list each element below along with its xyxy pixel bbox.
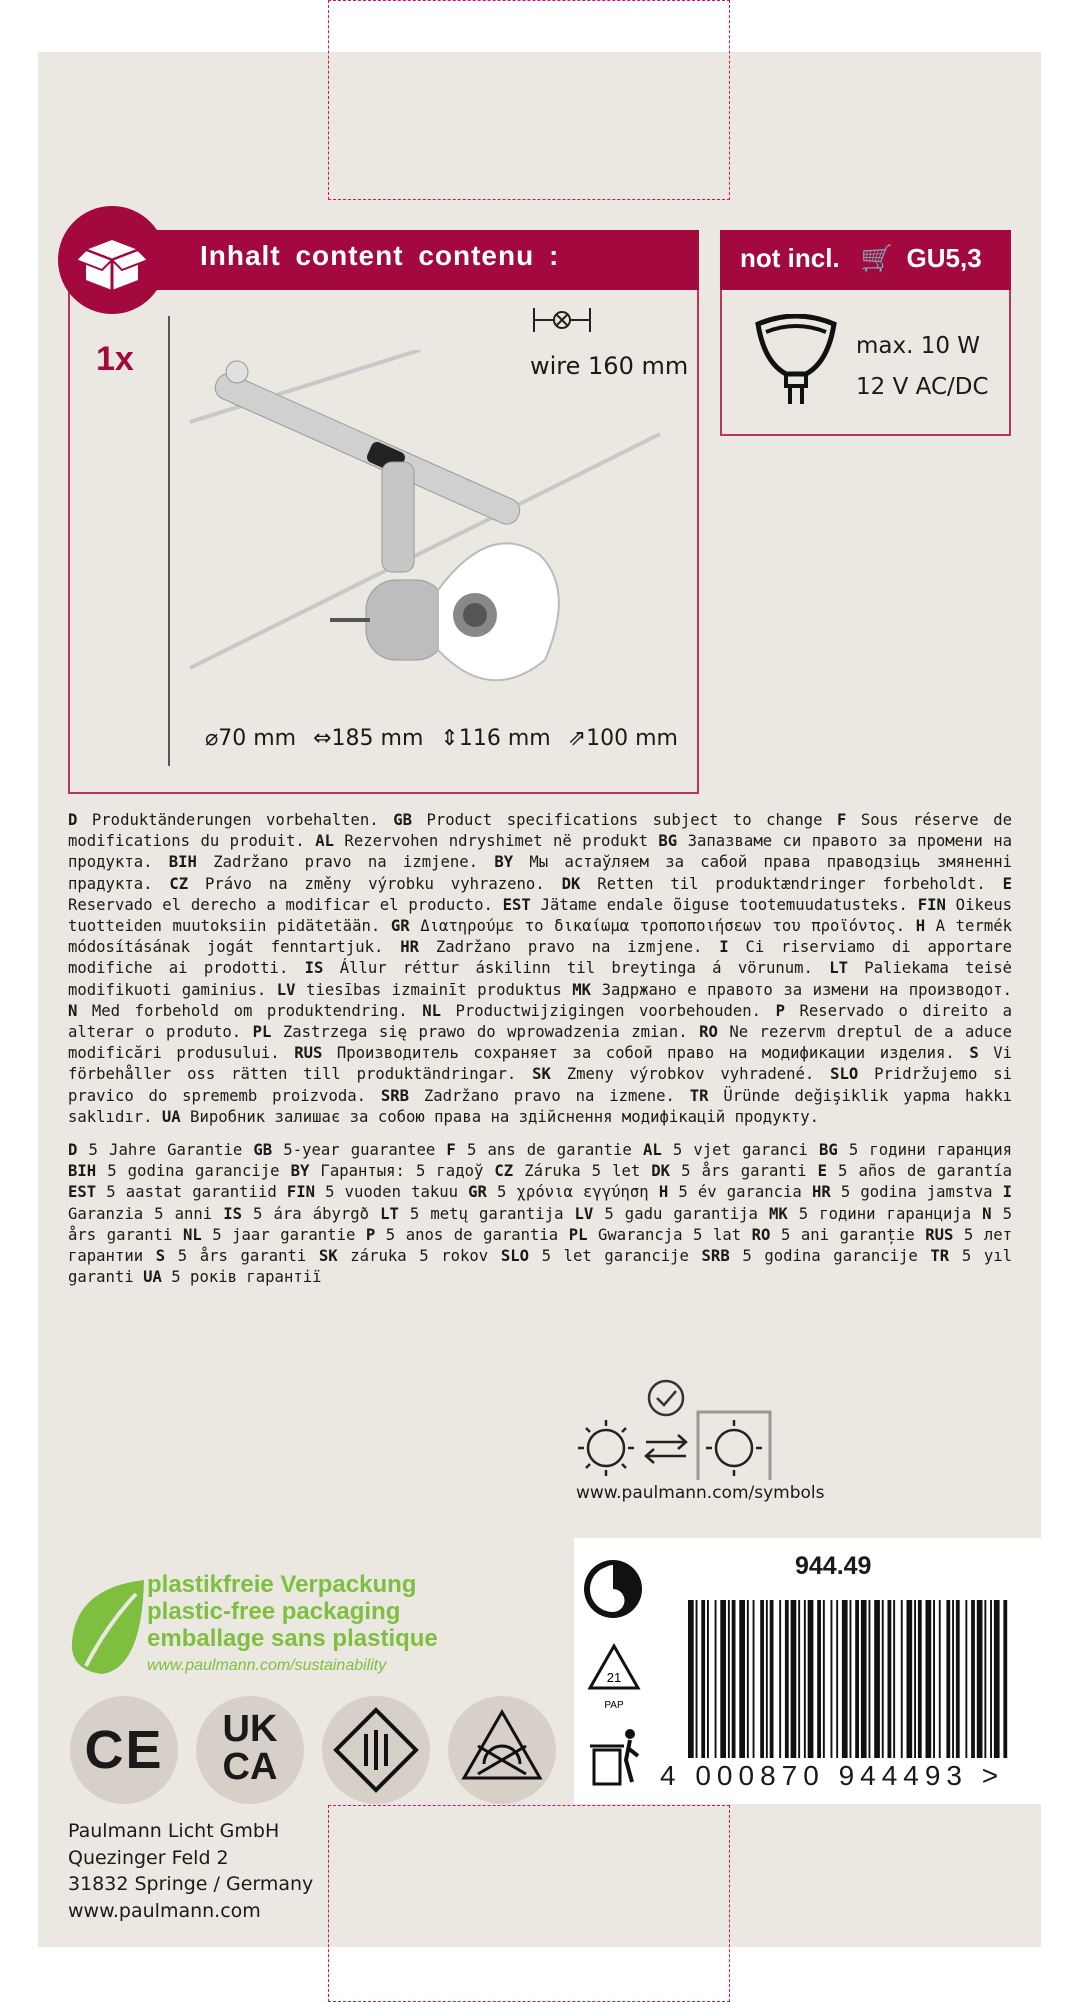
language-code: SLO: [830, 1065, 859, 1084]
language-text: Производитель сохраняет за собой право на модификации изделия.: [322, 1044, 970, 1063]
language-text: Garanzia 5 anni: [68, 1204, 224, 1223]
barcode-bar: [732, 1600, 736, 1758]
language-code: HR: [400, 938, 420, 957]
language-text: 5 лет гарантии: [68, 1225, 1012, 1266]
language-text: 5 ára ábyrgð: [242, 1204, 381, 1223]
barcode-bar: [861, 1600, 867, 1758]
language-text: Reservado el derecho a modificar el producto.: [68, 895, 503, 914]
barcode-bar: [766, 1600, 768, 1758]
language-text: Záruka 5 let: [513, 1162, 652, 1181]
language-code: SK: [532, 1065, 551, 1084]
wire-length-label: wire 160 mm: [530, 352, 689, 380]
language-text: Oikeus tuotteiden muutoksiin pidätetään.: [68, 895, 1013, 936]
language-text: Jätame endale õiguse tootemuudatusteks.: [530, 895, 918, 914]
lamp-voltage: 12 V AC/DC: [856, 374, 989, 400]
language-code: PL: [252, 1023, 272, 1042]
barcode-bar: [831, 1600, 833, 1758]
language-text: Ne rezervm dreptul de a aduce modificări produsului.: [68, 1023, 1012, 1063]
language-text: 5 godina garancije: [729, 1247, 931, 1266]
language-text: 5 ans de garantie: [455, 1141, 643, 1159]
language-code: D: [68, 1141, 78, 1159]
language-code: RO: [699, 1023, 718, 1042]
language-text: 5 anos de garantia: [375, 1225, 569, 1244]
dimensions-row: [205, 726, 678, 751]
language-code: FIN: [286, 1183, 316, 1202]
barcode-bar: [850, 1600, 852, 1758]
ukca-mark-icon: [196, 1696, 304, 1804]
barcode-bar: [720, 1600, 726, 1758]
barcode-bar: [808, 1600, 814, 1758]
language-code: DK: [561, 874, 581, 893]
language-code: P: [775, 1001, 785, 1020]
language-code: SLO: [500, 1247, 529, 1266]
language-code: GB: [253, 1141, 273, 1159]
barcode-bar: [926, 1600, 932, 1758]
barcode-digits: 4 000870 944493 >: [660, 1760, 1005, 1791]
language-code: CZ: [169, 874, 189, 893]
language-code: MK: [572, 980, 592, 999]
language-code: P: [365, 1225, 376, 1244]
language-text: 5 év garancia: [668, 1183, 812, 1202]
language-text: Zadržano pravo na izmene.: [409, 1086, 690, 1105]
language-code: EST: [68, 1183, 97, 1202]
language-text: Zastrzega się prawo do wprowadzenia zmian.: [271, 1023, 700, 1042]
language-text: záruka 5 rokov: [337, 1247, 501, 1266]
language-text: Gwarancja 5 lat: [587, 1225, 752, 1244]
language-text: 5 vuoden takuu: [315, 1183, 469, 1202]
language-text: 5 godina garancije: [96, 1162, 291, 1181]
language-code: EST: [502, 895, 531, 914]
leaf-icon: [66, 1578, 148, 1678]
language-text: 5 Jahre Garantie: [77, 1141, 254, 1159]
barcode-bar: [907, 1600, 913, 1758]
company-website: www.paulmann.com: [68, 1899, 261, 1922]
barcode-bar: [760, 1600, 764, 1758]
language-code: H: [658, 1183, 669, 1202]
barcode-bar: [791, 1600, 797, 1758]
language-text: 5 ani garanție: [770, 1225, 926, 1244]
product-image: [190, 350, 670, 710]
barcode-bar: [1003, 1600, 1007, 1758]
language-code: LT: [829, 959, 848, 978]
language-text: Paliekama teisė modifikuoti gaminius.: [68, 959, 1013, 999]
language-text: Vi förbehåller oss rätten till produktändringar.: [68, 1044, 1012, 1084]
language-code: BG: [818, 1141, 838, 1159]
recycle-icon: [582, 1640, 646, 1716]
language-code: SRB: [701, 1247, 730, 1266]
barcode-bar: [893, 1600, 895, 1758]
language-text: Zadržano pravo na izmjene.: [419, 938, 720, 957]
language-code: S: [969, 1044, 979, 1063]
recycle-code: 21: [606, 1670, 622, 1685]
language-code: DK: [651, 1162, 671, 1181]
product-change-notice: [68, 810, 1012, 1128]
language-text: Ci riserviamo di apportare modifiche ai prodotti.: [68, 938, 1013, 978]
company-street: Quezinger Feld 2: [68, 1846, 229, 1869]
language-code: SK: [318, 1247, 338, 1266]
language-text: Produktänderungen vorbehalten.: [77, 811, 394, 829]
language-code: GR: [468, 1183, 487, 1202]
language-text: Productwijzigingen voorbehouden.: [441, 1001, 776, 1020]
wire-length-icon: [530, 302, 594, 338]
class-iii-icon: [322, 1696, 430, 1804]
language-text: 5 godina jamstva: [830, 1183, 1003, 1202]
language-text: Med forbehold om produktendring.: [77, 1001, 423, 1020]
barcode-bar: [956, 1600, 960, 1758]
barcode-bar: [855, 1600, 859, 1758]
language-text: 5 години гаранција: [787, 1204, 983, 1223]
language-code: I: [719, 938, 729, 957]
language-text: Állur réttur áskilinn til breytinga á vörunum.: [323, 959, 830, 978]
sustainability-text: [147, 1571, 438, 1679]
barcode-bar: [728, 1600, 730, 1758]
language-text: Üründe değişiklik yapma hakkı saklıdır.: [68, 1086, 1012, 1126]
no-sensor-icon: [448, 1696, 556, 1804]
lamp-spec: [856, 326, 989, 408]
language-code: LT: [380, 1204, 399, 1223]
barcode-bar: [901, 1600, 903, 1758]
top-flap-dieline: [328, 0, 730, 200]
height-arrow-icon: ⇕: [440, 726, 459, 751]
language-code: LV: [276, 980, 296, 999]
language-text: Sous réserve de modifications du produit.: [68, 811, 1012, 851]
language-code: UA: [161, 1107, 181, 1126]
barcode-bar: [933, 1600, 935, 1758]
language-text: Мы астаўляем за сабой права праводзіць змяненні прадукта.: [68, 853, 1012, 893]
barcode-bar: [914, 1600, 916, 1758]
language-code: NL: [182, 1225, 202, 1244]
language-text: 5-year guarantee: [272, 1141, 447, 1159]
language-code: GB: [393, 811, 412, 829]
barcode-bar: [965, 1600, 967, 1758]
language-text: 5 años de garantía: [826, 1162, 1012, 1181]
barcode-bar: [688, 1600, 694, 1758]
barcode-bar: [739, 1600, 745, 1758]
quantity-label: 1x: [96, 340, 134, 378]
language-text: 5 metų garantija: [398, 1204, 575, 1223]
barcode-bar: [696, 1600, 698, 1758]
dimension-height: 116 mm: [458, 726, 551, 751]
language-code: F: [837, 811, 847, 829]
language-text: Právo na změny výrobku vyhrazeno.: [188, 874, 562, 893]
language-text: Гарантыя: 5 гадоў: [309, 1162, 495, 1181]
ukca-mark-text: UK CA: [222, 1708, 278, 1788]
language-code: SRB: [380, 1086, 410, 1105]
cart-icon: 🛒: [860, 243, 894, 273]
barcode-bar: [842, 1600, 848, 1758]
sustainability-url: www.paulmann.com/sustainability: [147, 1657, 387, 1674]
barcode-bar: [770, 1600, 774, 1758]
language-code: MK: [768, 1204, 788, 1223]
language-code: AL: [315, 832, 334, 851]
language-code: LV: [574, 1204, 594, 1223]
barcode-bar: [701, 1600, 705, 1758]
language-text: Διατηρούμε το δικαίωμα τροποποιήσεων του προϊόντος.: [409, 917, 916, 936]
language-code: BG: [658, 832, 678, 851]
language-code: RUS: [925, 1225, 954, 1244]
barcode-bar: [994, 1600, 1000, 1758]
language-code: BY: [494, 853, 514, 872]
language-code: E: [1002, 874, 1013, 893]
language-code: AL: [642, 1141, 662, 1159]
barcode-bar: [882, 1600, 884, 1758]
language-code: N: [68, 1001, 78, 1020]
barcode-bar: [779, 1600, 781, 1758]
language-text: 5 års garanti: [68, 1204, 1013, 1244]
warranty-notice: [68, 1140, 1012, 1288]
barcode-bar: [990, 1600, 992, 1758]
language-code: H: [915, 917, 926, 936]
content-title: Inhalt content contenu :: [200, 240, 560, 271]
barcode-bar: [918, 1600, 922, 1758]
language-text: Product specifications subject to change: [411, 811, 838, 829]
language-text: Запазваме си правото за промени на продукта.: [68, 832, 1012, 872]
barcode-bar: [869, 1600, 871, 1758]
company-address: [68, 1818, 313, 1924]
barcode-bar: [946, 1600, 950, 1758]
recycle-label: PAP: [604, 1700, 624, 1711]
language-text: tiesības izmainīt produktus: [295, 980, 573, 999]
language-text: 5 χρόνια εγγύηση: [486, 1183, 659, 1202]
barcode-bar: [952, 1600, 954, 1758]
symbols-url: www.paulmann.com/symbols: [576, 1483, 825, 1503]
language-text: A termék módosításának jogát fenntartjuk.: [68, 917, 1012, 957]
company-city: 31832 Springe / Germany: [68, 1873, 314, 1895]
dimension-width: 185 mm: [331, 726, 424, 751]
language-code: UA: [143, 1268, 162, 1287]
language-code: BIH: [168, 853, 197, 872]
barcode-bar: [715, 1600, 717, 1758]
language-text: Rezervohen ndryshimet në produkt: [334, 832, 659, 851]
language-text: Pridržujemo si pravico do sprememb proizvoda.: [68, 1065, 1013, 1105]
barcode-bar: [836, 1600, 838, 1758]
language-text: 5 års garanti: [670, 1162, 818, 1181]
language-text: 5 gadu garantija: [593, 1204, 769, 1223]
sustainability-line3: emballage sans plastique: [147, 1625, 438, 1652]
language-code: GR: [390, 917, 410, 936]
green-dot-icon: [582, 1558, 644, 1620]
barcode-bar: [874, 1600, 880, 1758]
trash-bin-icon: [588, 1726, 644, 1790]
dimension-depth: 100 mm: [586, 726, 678, 751]
language-text: Zadržano pravo na izmjene.: [196, 853, 495, 872]
depth-arrow-icon: ⇗: [567, 726, 587, 751]
language-code: D: [68, 811, 78, 829]
company-name: Paulmann Licht GmbH: [68, 1820, 280, 1842]
barcode-bar: [971, 1600, 975, 1758]
barcode-bar: [804, 1600, 806, 1758]
ce-mark-icon: [70, 1696, 178, 1804]
language-code: E: [817, 1162, 827, 1181]
language-text: 5 let garancije: [529, 1247, 702, 1266]
barcode-bar: [747, 1600, 749, 1758]
barcode-bar: [823, 1600, 825, 1758]
language-code: FIN: [917, 895, 946, 914]
barcode-bar: [785, 1600, 789, 1758]
language-code: CZ: [494, 1162, 514, 1181]
barcode-bar: [753, 1600, 755, 1758]
barcode-bar: [984, 1600, 986, 1758]
diameter-icon: ⌀: [205, 726, 219, 751]
language-text: 5 yıl garanti: [68, 1247, 1012, 1287]
barcode-bar: [707, 1600, 709, 1758]
language-code: IS: [304, 959, 324, 978]
language-code: TR: [689, 1086, 709, 1105]
article-number: 944.49: [795, 1552, 872, 1580]
box-icon: [58, 206, 166, 314]
sustainability-line2: plastic-free packaging: [147, 1598, 401, 1625]
language-text: 5 години гаранция: [837, 1141, 1012, 1159]
language-text: 5 års garanti: [165, 1247, 319, 1266]
language-code: HR: [811, 1183, 831, 1202]
language-code: RUS: [294, 1044, 323, 1063]
language-code: BY: [290, 1162, 310, 1181]
language-text: Zmeny výrobkov vyhradené.: [550, 1065, 831, 1084]
language-code: S: [155, 1247, 166, 1266]
language-text: 5 jaar garantie: [201, 1225, 366, 1244]
language-code: IS: [223, 1204, 242, 1223]
bottom-flap-dieline: [328, 1805, 730, 2002]
language-text: Задржано е правото за измени на производот.: [591, 980, 1012, 999]
language-text: 5 років гарантії: [161, 1268, 322, 1287]
language-text: Retten til produktændringer forbeholdt.: [580, 874, 1003, 893]
barcode-bar: [798, 1600, 800, 1758]
language-code: PL: [568, 1225, 588, 1244]
language-code: TR: [930, 1247, 950, 1266]
ce-mark-text: CE: [84, 1720, 164, 1780]
dimension-diameter: 70 mm: [218, 726, 297, 751]
sustainability-line1: plastikfreie Verpackung: [147, 1571, 417, 1598]
language-text: Виробник залишає за собою права на здійснення модифікацій продукту.: [180, 1107, 820, 1126]
language-text: 5 aastat garantiid: [96, 1183, 287, 1202]
lamp-max-power: max. 10 W: [856, 333, 981, 359]
lamp-icon: [754, 314, 838, 408]
language-text: 5 vjet garanci: [661, 1141, 819, 1159]
not-included-header: [740, 243, 982, 274]
barcode-bar: [888, 1600, 892, 1758]
barcode-bar: [817, 1600, 821, 1758]
language-code: BIH: [68, 1162, 97, 1181]
language-code: F: [446, 1141, 456, 1159]
dimmer-symbol-icon: [574, 1378, 774, 1480]
divider-line: [168, 316, 170, 766]
barcode-bar: [977, 1600, 983, 1758]
language-code: NL: [422, 1001, 441, 1020]
language-code: RO: [751, 1225, 771, 1244]
language-text: Reservado o direito a alterar o produto.: [68, 1001, 1013, 1042]
language-code: N: [982, 1204, 992, 1223]
language-code: I: [1002, 1183, 1012, 1202]
not-included-label: not incl.: [740, 243, 840, 273]
width-arrow-icon: ⇔: [313, 726, 332, 751]
barcode-bar: [939, 1600, 941, 1758]
socket-label: GU5,3: [906, 243, 982, 273]
barcode: [688, 1600, 1008, 1758]
